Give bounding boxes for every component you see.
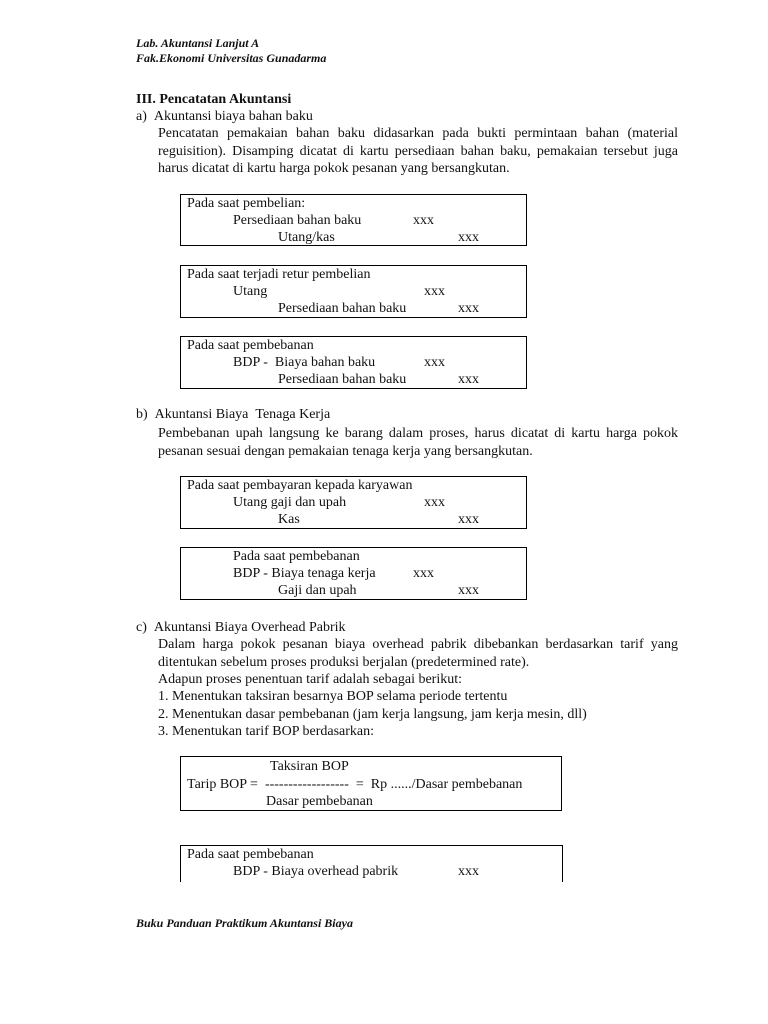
- section-title: III. Pencatatan Akuntansi: [136, 92, 292, 107]
- journal-debit: Persediaan bahan baku: [233, 213, 362, 228]
- step-3: 3. Menentukan tarif BOP berdasarkan:: [158, 724, 375, 739]
- journal-debit-amount: xxx: [424, 284, 445, 299]
- step-1: 1. Menentukan taksiran besarnya BOP selama periode tertentu: [158, 689, 508, 704]
- journal-credit-amount: xxx: [458, 230, 479, 245]
- journal-box-pembelian: [180, 194, 527, 246]
- heading-c: c) Akuntansi Biaya Overhead Pabrik: [136, 620, 346, 635]
- paragraph-b: Pembebanan upah langsung ke barang dalam proses, harus dicatat di kartu harga pokok pesanan sesuai dengan pemakaian tenaga kerja yang bersangkutan.: [158, 426, 678, 459]
- paragraph-c: Dalam harga pokok pesanan biaya overhead pabrik dibebankan berdasarkan tarif yang ditentukan sebelum proses produksi berjalan (predetermined rate).: [158, 637, 678, 670]
- header-faculty: Fak.Ekonomi Universitas Gunadarma: [136, 51, 327, 65]
- journal-debit: Utang gaji dan upah: [233, 495, 347, 510]
- journal-title: Pada saat pembebanan: [187, 338, 314, 353]
- heading-b: b) Akuntansi Biaya Tenaga Kerja: [136, 407, 331, 422]
- journal-box-pembebanan-tk: [180, 547, 527, 600]
- header-lab: Lab. Akuntansi Lanjut A: [136, 36, 260, 50]
- journal-debit: Utang: [233, 284, 268, 299]
- journal-title: Pada saat pembebanan: [233, 549, 360, 564]
- journal-credit-amount: xxx: [458, 512, 479, 527]
- journal-debit-amount: xxx: [424, 355, 445, 370]
- paragraph-a: Pencatatan pemakaian bahan baku didasarkan pada bukti permintaan bahan (material reguisition). Disamping dicatat di kartu persediaan bahan baku, pemakaian tersebut juga harus dicatat di kartu harga pokok pesanan yang bersangkutan.: [158, 126, 678, 176]
- journal-credit: Kas: [278, 512, 300, 527]
- journal-box-pembebanan-bop: [180, 845, 563, 882]
- journal-credit: Persediaan bahan baku: [278, 372, 407, 387]
- journal-box-retur: [180, 265, 527, 318]
- formula-box: [180, 756, 562, 811]
- journal-title: Pada saat pembayaran kepada karyawan: [187, 478, 413, 493]
- journal-debit: BDP - Biaya tenaga kerja: [233, 566, 376, 581]
- journal-debit-amount: xxx: [413, 213, 434, 228]
- journal-title: Pada saat pembebanan: [187, 847, 314, 862]
- journal-title: Pada saat terjadi retur pembelian: [187, 267, 371, 282]
- journal-credit: Utang/kas: [278, 230, 335, 245]
- journal-box-pembayaran: [180, 476, 527, 529]
- step-2: 2. Menentukan dasar pembebanan (jam kerja langsung, jam kerja mesin, dll): [158, 707, 587, 722]
- journal-debit: BDP - Biaya bahan baku: [233, 355, 376, 370]
- line-adapun: Adapun proses penentuan tarif adalah sebagai berikut:: [158, 672, 463, 687]
- formula-numerator: Taksiran BOP: [270, 759, 349, 774]
- journal-credit: Gaji dan upah: [278, 583, 357, 598]
- journal-debit-amount: xxx: [424, 495, 445, 510]
- journal-title: Pada saat pembelian:: [187, 196, 306, 211]
- journal-credit-amount: xxx: [458, 583, 479, 598]
- journal-credit: Persediaan bahan baku: [278, 301, 407, 316]
- formula-denominator: Dasar pembebanan: [266, 794, 373, 809]
- footer: Buku Panduan Praktikum Akuntansi Biaya: [136, 916, 353, 930]
- journal-debit-amount: xxx: [458, 864, 479, 879]
- formula-main: Tarip BOP = ------------------ = Rp ....../Dasar pembebanan: [187, 777, 523, 792]
- journal-debit-amount: xxx: [413, 566, 434, 581]
- journal-credit-amount: xxx: [458, 301, 479, 316]
- journal-debit: BDP - Biaya overhead pabrik: [233, 864, 399, 879]
- heading-a: a) Akuntansi biaya bahan baku: [136, 109, 313, 124]
- journal-credit-amount: xxx: [458, 372, 479, 387]
- journal-box-pembebanan-bahan: [180, 336, 527, 389]
